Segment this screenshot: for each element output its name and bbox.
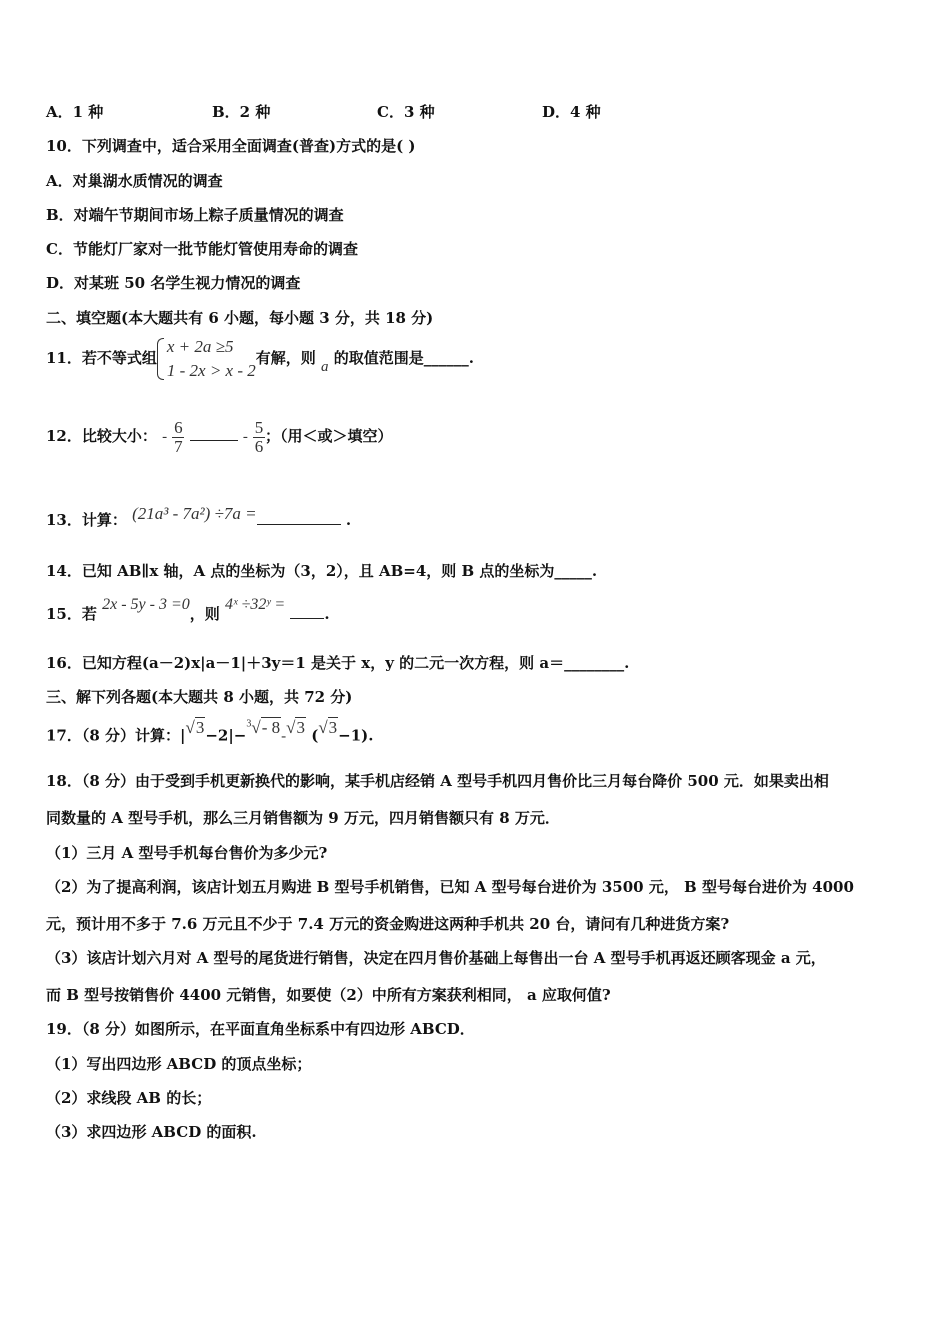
q12-minus-1: - [162, 429, 168, 445]
q17-mid-2: - [281, 728, 287, 745]
q18-part-2: （2）为了提高利润，该店计划五月购进 B 型号手机销售，已知 A 型号每台进价为 3500 元， B 型号每台进价为 4000 [46, 878, 854, 896]
q18-line-1: 18．（8 分）由于受到手机更新换代的影响，某手机店经销 A 型号手机四月售价比三月每台降价 500 元．如果卖出相 [46, 772, 829, 790]
q12-answer-blank[interactable] [190, 426, 238, 441]
q14: 14．已知 AB∥x 轴，A 点的坐标为（3，2），且 AB=4，则 B 点的坐标为_____. [46, 562, 598, 580]
q11-eq1: x + 2a ≥5 [166, 337, 234, 356]
q17-mid-3: ( [311, 726, 319, 745]
q19-part-3: （3）求四边形 ABCD 的面积. [46, 1123, 257, 1141]
q13-expression: (21a³ - 7a²) ÷7a = [132, 504, 257, 523]
q15-post: . [324, 605, 330, 623]
q17-radicand-4: 3 [328, 717, 338, 737]
q19-part-2: （2）求线段 AB 的长； [46, 1089, 212, 1107]
q12-minus-2: - [242, 429, 248, 445]
q10-option-d: D．对某班 50 名学生视力情况的调查 [46, 274, 301, 292]
q19-part-1: （1）写出四边形 ABCD 的顶点坐标； [46, 1055, 312, 1073]
q12-post: ；（用＜或＞填空） [265, 427, 393, 445]
q15-answer-blank[interactable] [290, 604, 324, 619]
q17-radicand-1: 3 [195, 717, 205, 737]
q17 [46, 712, 374, 757]
q12-fraction-1 [172, 419, 184, 456]
q10-option-b: B．对端午节期间市场上粽子质量情况的调查 [46, 206, 344, 224]
q18-part-1: （1）三月 A 型号手机每台售价为多少元? [46, 844, 328, 862]
q11-var: a [321, 359, 329, 375]
q10-stem: 10．下列调查中，适合采用全面调查(普查)方式的是( ) [46, 137, 416, 155]
q12-f1-den: 7 [174, 436, 183, 456]
q15-equation: 2x - 5y - 3 =0 [102, 596, 190, 613]
q17-radicand-3: 3 [296, 717, 305, 737]
q17-sqrt-1: √3 [185, 717, 205, 737]
section-2-heading: 二、填空题(本大题共有 6 小题，每小题 3 分，共 18 分) [46, 309, 434, 327]
q18-line-5: 元，预计用不多于 7.6 万元且不少于 7.4 万元的资金购进这两种手机共 20 台，请问有几种进货方案? [46, 915, 730, 933]
q12-fraction-2 [253, 419, 265, 456]
q15-prefix: 15．若 [46, 605, 97, 623]
q13-post: . [345, 511, 352, 529]
q17-cube-root: $^3$√- 8 [246, 717, 281, 737]
q17-radicand-2: - 8 [261, 717, 281, 737]
q16: 16．已知方程(a－2)x|a－1|＋3y＝1 是关于 x，y 的二元一次方程，则 a＝________. [46, 654, 630, 672]
q19-stem: 19．（8 分）如图所示，在平面直角坐标系中有四边形 ABCD． [46, 1020, 475, 1038]
q18-part-3: （3）该店计划六月对 A 型号的尾货进行销售，决定在四月售价基础上每售出一台 A 型号手机再返还顾客现金 a 元， [46, 949, 826, 967]
q18-line-7: 而 B 型号按销售价 4400 元销售，如要使（2）中所有方案获利相同， a 应取何值? [46, 986, 611, 1004]
q17-sqrt-3: √3 [286, 717, 305, 737]
q11-prefix: 11．若不等式组 [46, 349, 157, 367]
q12-f2-den: 6 [254, 436, 264, 456]
q10-option-c: C．节能灯厂家对一批节能灯管使用寿命的调查 [46, 240, 358, 258]
q12 [46, 416, 393, 457]
q17-mid-1: −2|− [205, 726, 247, 745]
q13 [46, 500, 351, 540]
q11 [46, 334, 474, 383]
q11-mid: 有解，则 [255, 349, 316, 367]
q9-option-a: A．1 种 [46, 103, 104, 121]
q15-expression: 4ˣ ÷32ʸ = [225, 596, 286, 613]
q12-prefix: 12．比较大小： [46, 427, 157, 445]
q17-post: −1). [338, 726, 374, 745]
q17-sqrt-4: √3 [318, 717, 338, 737]
q11-post: 的取值范围是______. [333, 349, 474, 367]
q13-answer-blank[interactable] [257, 510, 341, 525]
q15-mid: ，则 [189, 605, 220, 623]
q9-option-d: D．4 种 [542, 103, 601, 121]
q17-root-index: 3 [246, 718, 252, 729]
q15 [46, 594, 330, 635]
q9-option-b: B．2 种 [212, 103, 271, 121]
q11-eq2: 1 - 2x > x - 2 [166, 361, 256, 380]
q13-prefix: 13．计算： [46, 511, 127, 529]
q11-inequality-system [157, 335, 256, 383]
q17-prefix: 17．（8 分）计算：| [46, 726, 186, 745]
q12-f1-num: 6 [174, 417, 183, 437]
section-3-heading: 三、解下列各题(本大题共 8 小题，共 72 分) [46, 688, 353, 706]
q10-option-a: A．对巢湖水质情况的调查 [46, 172, 223, 190]
q9-option-c: C．3 种 [377, 103, 435, 121]
q18-line-2: 同数量的 A 型号手机，那么三月销售额为 9 万元，四月销售额只有 8 万元． [46, 809, 560, 827]
q12-f2-num: 5 [254, 417, 264, 437]
